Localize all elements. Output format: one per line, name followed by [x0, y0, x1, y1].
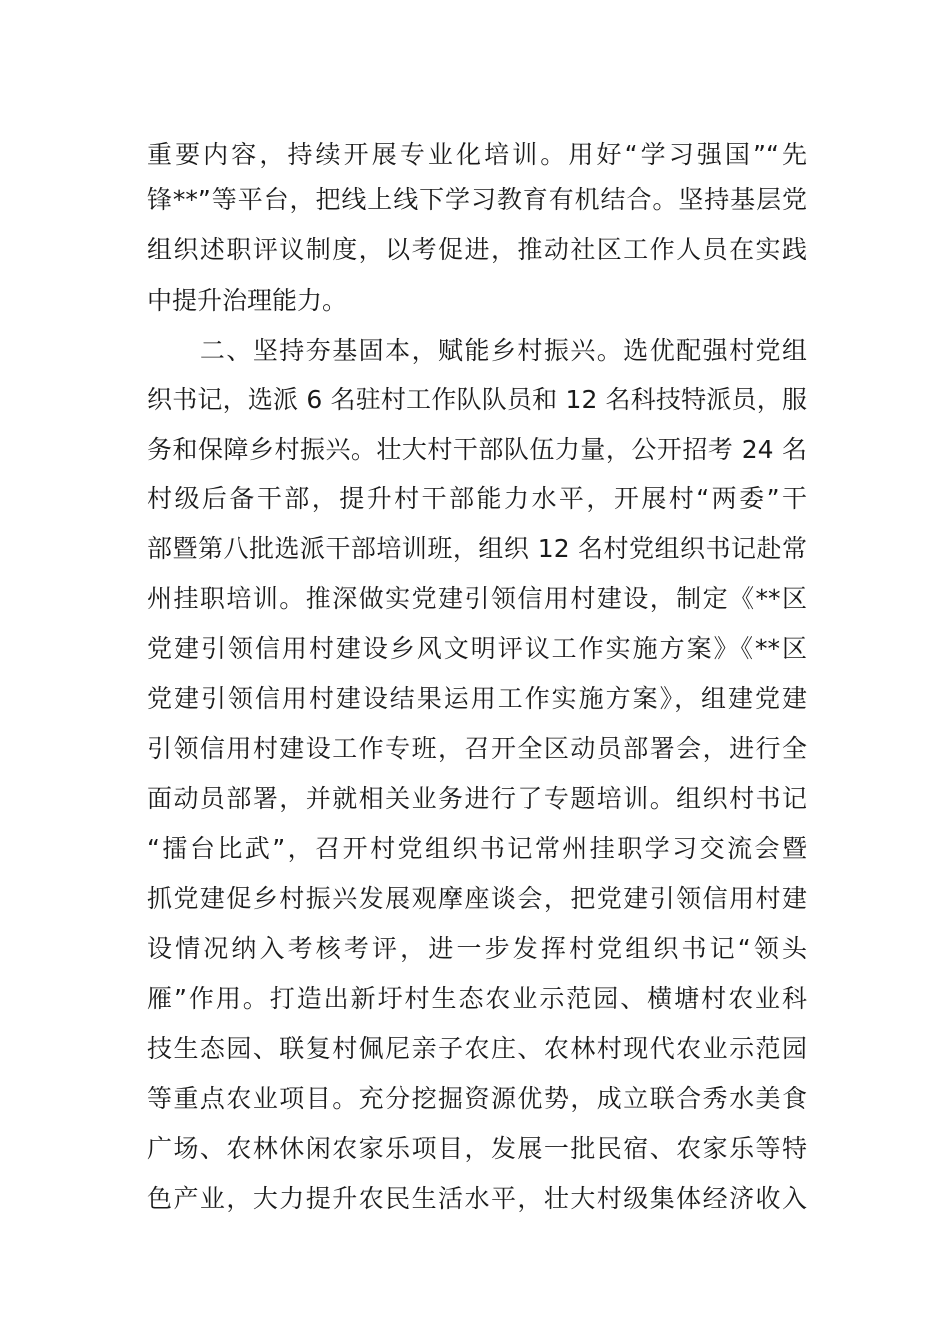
- text-line: 色产业，大力提升农民生活水平，壮大村级集体经济收入: [147, 1184, 807, 1213]
- text-line: 广场、农林休闲农家乐项目，发展一批民宿、农家乐等特: [147, 1134, 807, 1163]
- text-line: 设情况纳入考核考评，进一步发挥村党组织书记“领头: [147, 934, 807, 963]
- paragraph-heading-line: 二、坚持夯基固本，赋能乡村振兴。选优配强村党组: [147, 336, 807, 365]
- text-line: 锋**”等平台，把线上线下学习教育有机结合。坚持基层党: [147, 185, 807, 214]
- text-line: 技生态园、联复村佩尼亲子农庄、农林村现代农业示范园: [147, 1034, 807, 1063]
- text-line: 党建引领信用村建设乡风文明评议工作实施方案》《**区: [147, 634, 807, 663]
- text-line: 部暨第八批选派干部培训班，组织 12 名村党组织书记赴常: [147, 534, 807, 563]
- text-line: 等重点农业项目。充分挖掘资源优势，成立联合秀水美食: [147, 1084, 807, 1113]
- text-line: 组织述职评议制度，以考促进，推动社区工作人员在实践: [147, 235, 807, 264]
- text-line: 务和保障乡村振兴。壮大村干部队伍力量，公开招考 24 名: [147, 435, 807, 464]
- text-line: 面动员部署，并就相关业务进行了专题培训。组织村书记: [147, 784, 807, 813]
- text-line: 重要内容，持续开展专业化培训。用好“学习强国”“先: [147, 140, 807, 169]
- text-line: 村级后备干部，提升村干部能力水平，开展村“两委”干: [147, 484, 807, 513]
- text-line: 雁”作用。打造出新圩村生态农业示范园、横塘村农业科: [147, 984, 807, 1013]
- text-line: “擂台比武”，召开村党组织书记常州挂职学习交流会暨: [147, 834, 807, 863]
- text-line: 州挂职培训。推深做实党建引领信用村建设，制定《**区: [147, 584, 807, 613]
- text-line: 引领信用村建设工作专班，召开全区动员部署会，进行全: [147, 734, 807, 763]
- text-line: 党建引领信用村建设结果运用工作实施方案》，组建党建: [147, 684, 807, 713]
- text-line: 织书记，选派 6 名驻村工作队队员和 12 名科技特派员，服: [147, 385, 807, 414]
- text-line: 抓党建促乡村振兴发展观摩座谈会，把党建引领信用村建: [147, 884, 807, 913]
- text-line: 中提升治理能力。: [147, 286, 348, 315]
